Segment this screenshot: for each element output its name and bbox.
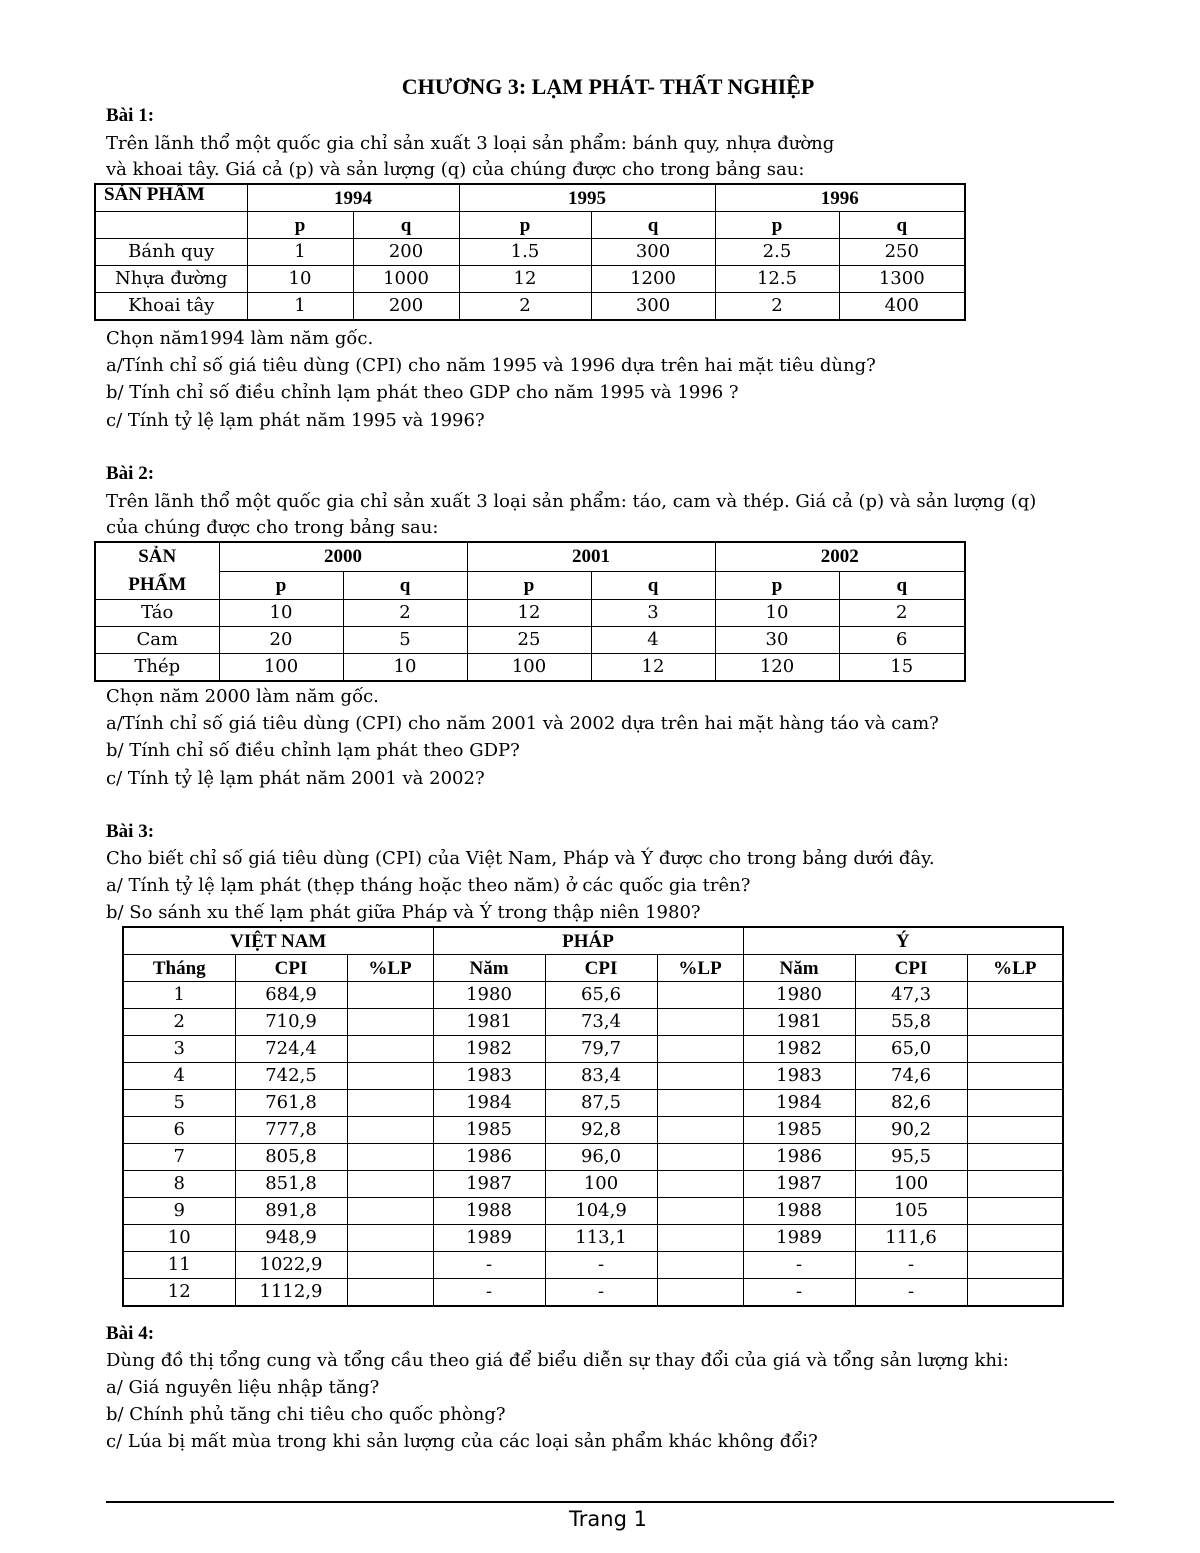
cpi-cell: 90,2 <box>855 1117 967 1144</box>
value-cell: 250 <box>839 239 965 266</box>
cpi-cell <box>347 1144 433 1171</box>
value-cell: 5 <box>343 627 467 654</box>
cpi-cell <box>347 1063 433 1090</box>
column-header: Năm <box>743 955 855 982</box>
value-cell: 6 <box>839 627 965 654</box>
q-header: q <box>591 212 715 239</box>
year-header: 1996 <box>715 184 965 212</box>
year-header: 2002 <box>715 542 965 571</box>
table-row <box>123 1036 1063 1063</box>
cpi-cell: 851,8 <box>235 1171 347 1198</box>
bai1-table-body <box>95 239 965 321</box>
table-row <box>123 1144 1063 1171</box>
cpi-cell <box>657 1144 743 1171</box>
empty-cell <box>95 212 247 239</box>
value-cell: 30 <box>715 627 839 654</box>
cpi-cell: 9 <box>123 1198 235 1225</box>
cpi-cell: 777,8 <box>235 1117 347 1144</box>
cpi-cell: 1982 <box>743 1036 855 1063</box>
cpi-cell <box>347 1117 433 1144</box>
value-cell: 1300 <box>839 266 965 293</box>
bai2-question-b: b/ Tính chỉ số điều chỉnh lạm phát theo GDP? <box>106 740 520 761</box>
value-cell: 10 <box>219 600 343 627</box>
q-header: q <box>343 571 467 600</box>
cpi-cell: - <box>743 1252 855 1279</box>
cpi-cell: - <box>433 1279 545 1307</box>
value-cell: 20 <box>219 627 343 654</box>
cpi-cell <box>967 982 1063 1009</box>
cpi-cell: 1989 <box>433 1225 545 1252</box>
cpi-cell: 8 <box>123 1171 235 1198</box>
value-cell: 3 <box>591 600 715 627</box>
cpi-cell: 2 <box>123 1009 235 1036</box>
cpi-cell: - <box>545 1252 657 1279</box>
page-number: Trang 1 <box>569 1507 647 1531</box>
column-header: CPI <box>545 955 657 982</box>
table-row <box>123 1279 1063 1307</box>
cpi-cell <box>967 1144 1063 1171</box>
cpi-cell: 1980 <box>433 982 545 1009</box>
bai2-intro-2: của chúng được cho trong bảng sau: <box>106 517 439 538</box>
cpi-cell <box>967 1036 1063 1063</box>
product-header <box>95 542 219 600</box>
cpi-cell <box>967 1063 1063 1090</box>
column-header: %LP <box>657 955 743 982</box>
cpi-cell: 65,0 <box>855 1036 967 1063</box>
value-cell: 300 <box>591 239 715 266</box>
value-cell: 2 <box>839 600 965 627</box>
table-row <box>123 1009 1063 1036</box>
cpi-cell <box>657 1117 743 1144</box>
value-cell: 25 <box>467 627 591 654</box>
bai4-question-b: b/ Chính phủ tăng chi tiêu cho quốc phòng? <box>106 1404 506 1425</box>
table-row <box>95 293 965 321</box>
product-name-cell: Cam <box>95 627 219 654</box>
column-header: Tháng <box>123 955 235 982</box>
value-cell: 15 <box>839 654 965 682</box>
country-header: PHÁP <box>433 927 743 955</box>
cpi-cell <box>657 982 743 1009</box>
cpi-cell: 87,5 <box>545 1090 657 1117</box>
cpi-cell <box>347 1252 433 1279</box>
cpi-cell <box>347 1090 433 1117</box>
product-name-cell: Nhựa đường <box>95 266 247 293</box>
cpi-cell <box>347 1036 433 1063</box>
cpi-cell: 1984 <box>433 1090 545 1117</box>
cpi-cell: 111,6 <box>855 1225 967 1252</box>
value-cell: 1000 <box>353 266 459 293</box>
cpi-cell: - <box>433 1252 545 1279</box>
bai1-question-c: c/ Tính tỷ lệ lạm phát năm 1995 và 1996? <box>106 410 485 431</box>
year-header: 2001 <box>467 542 715 571</box>
cpi-cell: 95,5 <box>855 1144 967 1171</box>
cpi-cell: 1981 <box>433 1009 545 1036</box>
cpi-cell: 6 <box>123 1117 235 1144</box>
cpi-cell: 104,9 <box>545 1198 657 1225</box>
cpi-cell: 1988 <box>743 1198 855 1225</box>
value-cell: 300 <box>591 293 715 321</box>
cpi-cell: 105 <box>855 1198 967 1225</box>
value-cell: 12 <box>467 600 591 627</box>
value-cell: 100 <box>467 654 591 682</box>
cpi-cell: 55,8 <box>855 1009 967 1036</box>
value-cell: 100 <box>219 654 343 682</box>
bai3-intro: Cho biết chỉ số giá tiêu dùng (CPI) của Việt Nam, Pháp và Ý được cho trong bảng dưới đây. <box>106 848 935 869</box>
table-row <box>123 1252 1063 1279</box>
product-name-cell: Bánh quy <box>95 239 247 266</box>
cpi-cell: 742,5 <box>235 1063 347 1090</box>
cpi-cell <box>967 1171 1063 1198</box>
cpi-cell: 4 <box>123 1063 235 1090</box>
cpi-cell: 10 <box>123 1225 235 1252</box>
table-row <box>123 1063 1063 1090</box>
table-row <box>95 654 965 682</box>
bai1-table <box>94 183 966 321</box>
cpi-cell <box>967 1117 1063 1144</box>
cpi-cell: 710,9 <box>235 1009 347 1036</box>
cpi-cell: 83,4 <box>545 1063 657 1090</box>
country-header: Ý <box>743 927 1063 955</box>
bai4-question-c: c/ Lúa bị mất mùa trong khi sản lượng của các loại sản phẩm khác không đổi? <box>106 1431 818 1452</box>
cpi-cell: 79,7 <box>545 1036 657 1063</box>
product-header: SẢN PHẨM <box>95 184 247 212</box>
table-row <box>95 600 965 627</box>
cpi-cell <box>347 982 433 1009</box>
year-header: 1995 <box>459 184 715 212</box>
value-cell: 1.5 <box>459 239 591 266</box>
bai1-question-a: a/Tính chỉ số giá tiêu dùng (CPI) cho năm 1995 và 1996 dựa trên hai mặt tiêu dùng? <box>106 355 876 376</box>
cpi-cell: 761,8 <box>235 1090 347 1117</box>
cpi-cell: 5 <box>123 1090 235 1117</box>
cpi-cell <box>657 1090 743 1117</box>
value-cell: 10 <box>247 266 353 293</box>
cpi-cell: 891,8 <box>235 1198 347 1225</box>
bai2-heading: Bài 2: <box>106 463 155 484</box>
bai1-heading: Bài 1: <box>106 105 155 126</box>
cpi-cell: - <box>855 1279 967 1307</box>
q-header: q <box>591 571 715 600</box>
cpi-cell: 11 <box>123 1252 235 1279</box>
cpi-cell <box>657 1063 743 1090</box>
cpi-cell: 1984 <box>743 1090 855 1117</box>
cpi-cell <box>657 1225 743 1252</box>
cpi-cell: 3 <box>123 1036 235 1063</box>
cpi-cell: 1983 <box>433 1063 545 1090</box>
value-cell: 10 <box>343 654 467 682</box>
cpi-cell: 1985 <box>743 1117 855 1144</box>
p-header: p <box>459 212 591 239</box>
cpi-cell: 96,0 <box>545 1144 657 1171</box>
cpi-cell: 1989 <box>743 1225 855 1252</box>
cpi-cell: 1112,9 <box>235 1279 347 1307</box>
cpi-cell: 113,1 <box>545 1225 657 1252</box>
value-cell: 12 <box>591 654 715 682</box>
q-header: q <box>839 212 965 239</box>
cpi-cell <box>657 1036 743 1063</box>
cpi-cell: 100 <box>855 1171 967 1198</box>
cpi-cell: 73,4 <box>545 1009 657 1036</box>
bai1-question-b: b/ Tính chỉ số điều chỉnh lạm phát theo GDP cho năm 1995 và 1996 ? <box>106 382 739 403</box>
value-cell: 2.5 <box>715 239 839 266</box>
bai2-table <box>94 541 966 682</box>
cpi-cell: 1986 <box>433 1144 545 1171</box>
cpi-cell <box>657 1279 743 1307</box>
cpi-cell <box>347 1171 433 1198</box>
value-cell: 2 <box>715 293 839 321</box>
p-header: p <box>219 571 343 600</box>
bai1-base: Chọn năm1994 làm năm gốc. <box>106 328 374 349</box>
q-header: q <box>353 212 459 239</box>
cpi-cell: 1988 <box>433 1198 545 1225</box>
cpi-cell: 1981 <box>743 1009 855 1036</box>
value-cell: 4 <box>591 627 715 654</box>
cpi-cell: 684,9 <box>235 982 347 1009</box>
table-row <box>123 1198 1063 1225</box>
table-row <box>123 1171 1063 1198</box>
value-cell: 400 <box>839 293 965 321</box>
cpi-cell <box>657 1009 743 1036</box>
cpi-cell: 948,9 <box>235 1225 347 1252</box>
bai3-heading: Bài 3: <box>106 821 155 842</box>
cpi-cell <box>347 1279 433 1307</box>
value-cell: 1 <box>247 239 353 266</box>
bai2-table-body <box>95 600 965 682</box>
cpi-cell <box>657 1198 743 1225</box>
column-header: CPI <box>235 955 347 982</box>
cpi-cell: 1982 <box>433 1036 545 1063</box>
cpi-cell <box>657 1171 743 1198</box>
product-header-line-1: SẢN <box>138 546 177 567</box>
value-cell: 200 <box>353 293 459 321</box>
cpi-cell: - <box>743 1279 855 1307</box>
page-title: CHƯƠNG 3: LẠM PHÁT- THẤT NGHIỆP <box>401 74 815 99</box>
bai2-intro-1: Trên lãnh thổ một quốc gia chỉ sản xuất 3 loại sản phẩm: táo, cam và thép. Giá cả (p) và sản lượng (q) <box>106 491 1037 512</box>
table-row <box>123 1090 1063 1117</box>
value-cell: 2 <box>343 600 467 627</box>
cpi-cell <box>347 1198 433 1225</box>
country-header: VIỆT NAM <box>123 927 433 955</box>
cpi-cell: 47,3 <box>855 982 967 1009</box>
cpi-cell: - <box>545 1279 657 1307</box>
bai1-intro-1: Trên lãnh thổ một quốc gia chỉ sản xuất 3 loại sản phẩm: bánh quy, nhựa đường <box>106 133 835 154</box>
bai4-question-a: a/ Giá nguyên liệu nhập tăng? <box>106 1377 380 1398</box>
value-cell: 200 <box>353 239 459 266</box>
table-row <box>123 1225 1063 1252</box>
cpi-cell: - <box>855 1252 967 1279</box>
cpi-cell <box>347 1009 433 1036</box>
cpi-cell: 92,8 <box>545 1117 657 1144</box>
product-header-line-2: PHẨM <box>128 574 187 595</box>
cpi-cell: 805,8 <box>235 1144 347 1171</box>
cpi-cell: 7 <box>123 1144 235 1171</box>
cpi-cell <box>967 1252 1063 1279</box>
table-row <box>123 982 1063 1009</box>
p-header: p <box>715 571 839 600</box>
value-cell: 12.5 <box>715 266 839 293</box>
bai3-question-a: a/ Tính tỷ lệ lạm phát (thẹp tháng hoặc theo năm) ở các quốc gia trên? <box>106 875 751 896</box>
cpi-cell: 1 <box>123 982 235 1009</box>
bai3-table-body <box>123 982 1063 1307</box>
bai4-intro: Dùng đồ thị tổng cung và tổng cầu theo giá để biểu diễn sự thay đổi của giá và tổng sản lượng khi: <box>106 1350 1009 1371</box>
q-header: q <box>839 571 965 600</box>
column-header: Năm <box>433 955 545 982</box>
year-header: 1994 <box>247 184 459 212</box>
product-name-cell: Thép <box>95 654 219 682</box>
bai3-question-b: b/ So sánh xu thế lạm phát giữa Pháp và Ý trong thập niên 1980? <box>106 902 701 923</box>
column-header: %LP <box>967 955 1063 982</box>
value-cell: 1 <box>247 293 353 321</box>
bai3-cpi-table <box>122 926 1064 1307</box>
cpi-cell <box>967 1279 1063 1307</box>
cpi-cell: 1980 <box>743 982 855 1009</box>
cpi-cell: 1987 <box>743 1171 855 1198</box>
value-cell: 10 <box>715 600 839 627</box>
cpi-cell: 1983 <box>743 1063 855 1090</box>
value-cell: 1200 <box>591 266 715 293</box>
product-name-cell: Táo <box>95 600 219 627</box>
cpi-cell <box>967 1009 1063 1036</box>
cpi-cell <box>967 1225 1063 1252</box>
bai4-heading: Bài 4: <box>106 1323 155 1344</box>
bai2-question-c: c/ Tính tỷ lệ lạm phát năm 2001 và 2002? <box>106 768 485 789</box>
cpi-cell: 82,6 <box>855 1090 967 1117</box>
cpi-cell <box>967 1198 1063 1225</box>
bai2-question-a: a/Tính chỉ số giá tiêu dùng (CPI) cho năm 2001 và 2002 dựa trên hai mặt hàng táo và cam? <box>106 713 939 734</box>
column-header: %LP <box>347 955 433 982</box>
cpi-cell: 1986 <box>743 1144 855 1171</box>
cpi-cell: 1987 <box>433 1171 545 1198</box>
bai2-base: Chọn năm 2000 làm năm gốc. <box>106 686 379 707</box>
year-header: 2000 <box>219 542 467 571</box>
footer-divider <box>106 1501 1114 1503</box>
p-header: p <box>715 212 839 239</box>
table-row <box>95 627 965 654</box>
cpi-cell <box>657 1252 743 1279</box>
table-row <box>95 239 965 266</box>
cpi-cell: 65,6 <box>545 982 657 1009</box>
column-header: CPI <box>855 955 967 982</box>
bai1-intro-2: và khoai tây. Giá cả (p) và sản lượng (q) của chúng được cho trong bảng sau: <box>106 159 805 180</box>
table-row <box>95 266 965 293</box>
cpi-cell <box>347 1225 433 1252</box>
cpi-cell: 100 <box>545 1171 657 1198</box>
cpi-cell: 724,4 <box>235 1036 347 1063</box>
product-name-cell: Khoai tây <box>95 293 247 321</box>
cpi-cell: 1985 <box>433 1117 545 1144</box>
cpi-cell: 1022,9 <box>235 1252 347 1279</box>
value-cell: 2 <box>459 293 591 321</box>
table-row <box>123 1117 1063 1144</box>
value-cell: 12 <box>459 266 591 293</box>
p-header: p <box>467 571 591 600</box>
p-header: p <box>247 212 353 239</box>
cpi-cell: 74,6 <box>855 1063 967 1090</box>
cpi-cell: 12 <box>123 1279 235 1307</box>
cpi-cell <box>967 1090 1063 1117</box>
value-cell: 120 <box>715 654 839 682</box>
